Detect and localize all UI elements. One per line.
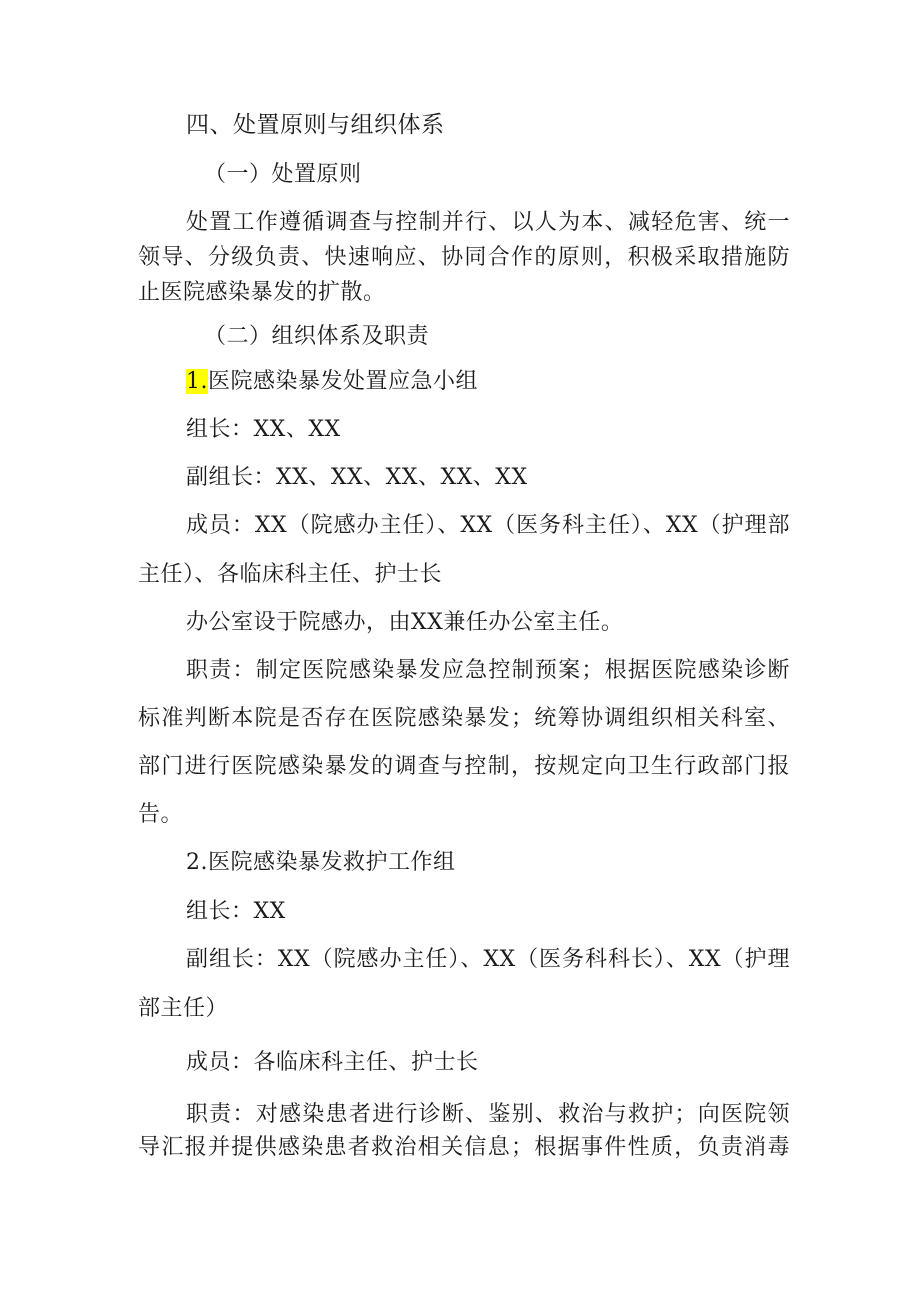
group1-members-line: 主任）、各临床科主任、护士长 [138, 562, 443, 587]
section-heading: 四、处置原则与组织体系 [186, 112, 445, 138]
paragraph-line: 止医院感染暴发的扩散。 [138, 280, 386, 305]
subsection-heading-principles: （一）处置原则 [204, 162, 362, 187]
group1-title-text: 医院感染暴发处置应急小组 [208, 369, 479, 394]
paragraph-line: 处置工作遵循调查与控制并行、以人为本、减轻危害、统一 [186, 210, 790, 235]
group2-leader: 组长：XX [186, 899, 286, 924]
group1-office: 办公室设于院感办，由XX兼任办公室主任。 [186, 610, 624, 635]
group2-title: 2.医院感染暴发救护工作组 [186, 850, 456, 875]
group2-deputy-line: 部主任） [138, 996, 229, 1021]
group2-duty-line: 导汇报并提供感染患者救治相关信息；根据事件性质，负责消毒 [138, 1135, 790, 1160]
group1-members-line: 成员：XX（院感办主任）、XX（医务科主任）、XX（护理部 [186, 513, 790, 538]
group2-members: 成员：各临床科主任、护士长 [186, 1050, 479, 1075]
group1-title [186, 367, 838, 397]
subsection-heading-organization: （二）组织体系及职责 [204, 324, 430, 349]
group1-duty-line: 告。 [138, 802, 184, 827]
group1-deputy: 副组长：XX、XX、XX、XX、XX [186, 465, 528, 490]
group2-duty-line: 职责：对感染患者进行诊断、鉴别、救治与救护；向医院领 [186, 1102, 790, 1127]
group1-duty-line: 部门进行医院感染暴发的调查与控制，按规定向卫生行政部门报 [138, 754, 790, 779]
group1-duty-line: 标准判断本院是否存在医院感染暴发；统筹协调组织相关科室、 [138, 706, 790, 731]
paragraph-line: 领导、分级负责、快速响应、协同合作的原则，积极采取措施防 [138, 245, 790, 270]
group1-duty-line: 职责：制定医院感染暴发应急控制预案；根据医院感染诊断 [186, 658, 790, 683]
group2-deputy-line: 副组长：XX（院感办主任）、XX（医务科科长）、XX（护理 [186, 947, 790, 972]
group1-leader: 组长：XX、XX [186, 417, 341, 442]
highlighted-number: 1. [186, 369, 208, 394]
